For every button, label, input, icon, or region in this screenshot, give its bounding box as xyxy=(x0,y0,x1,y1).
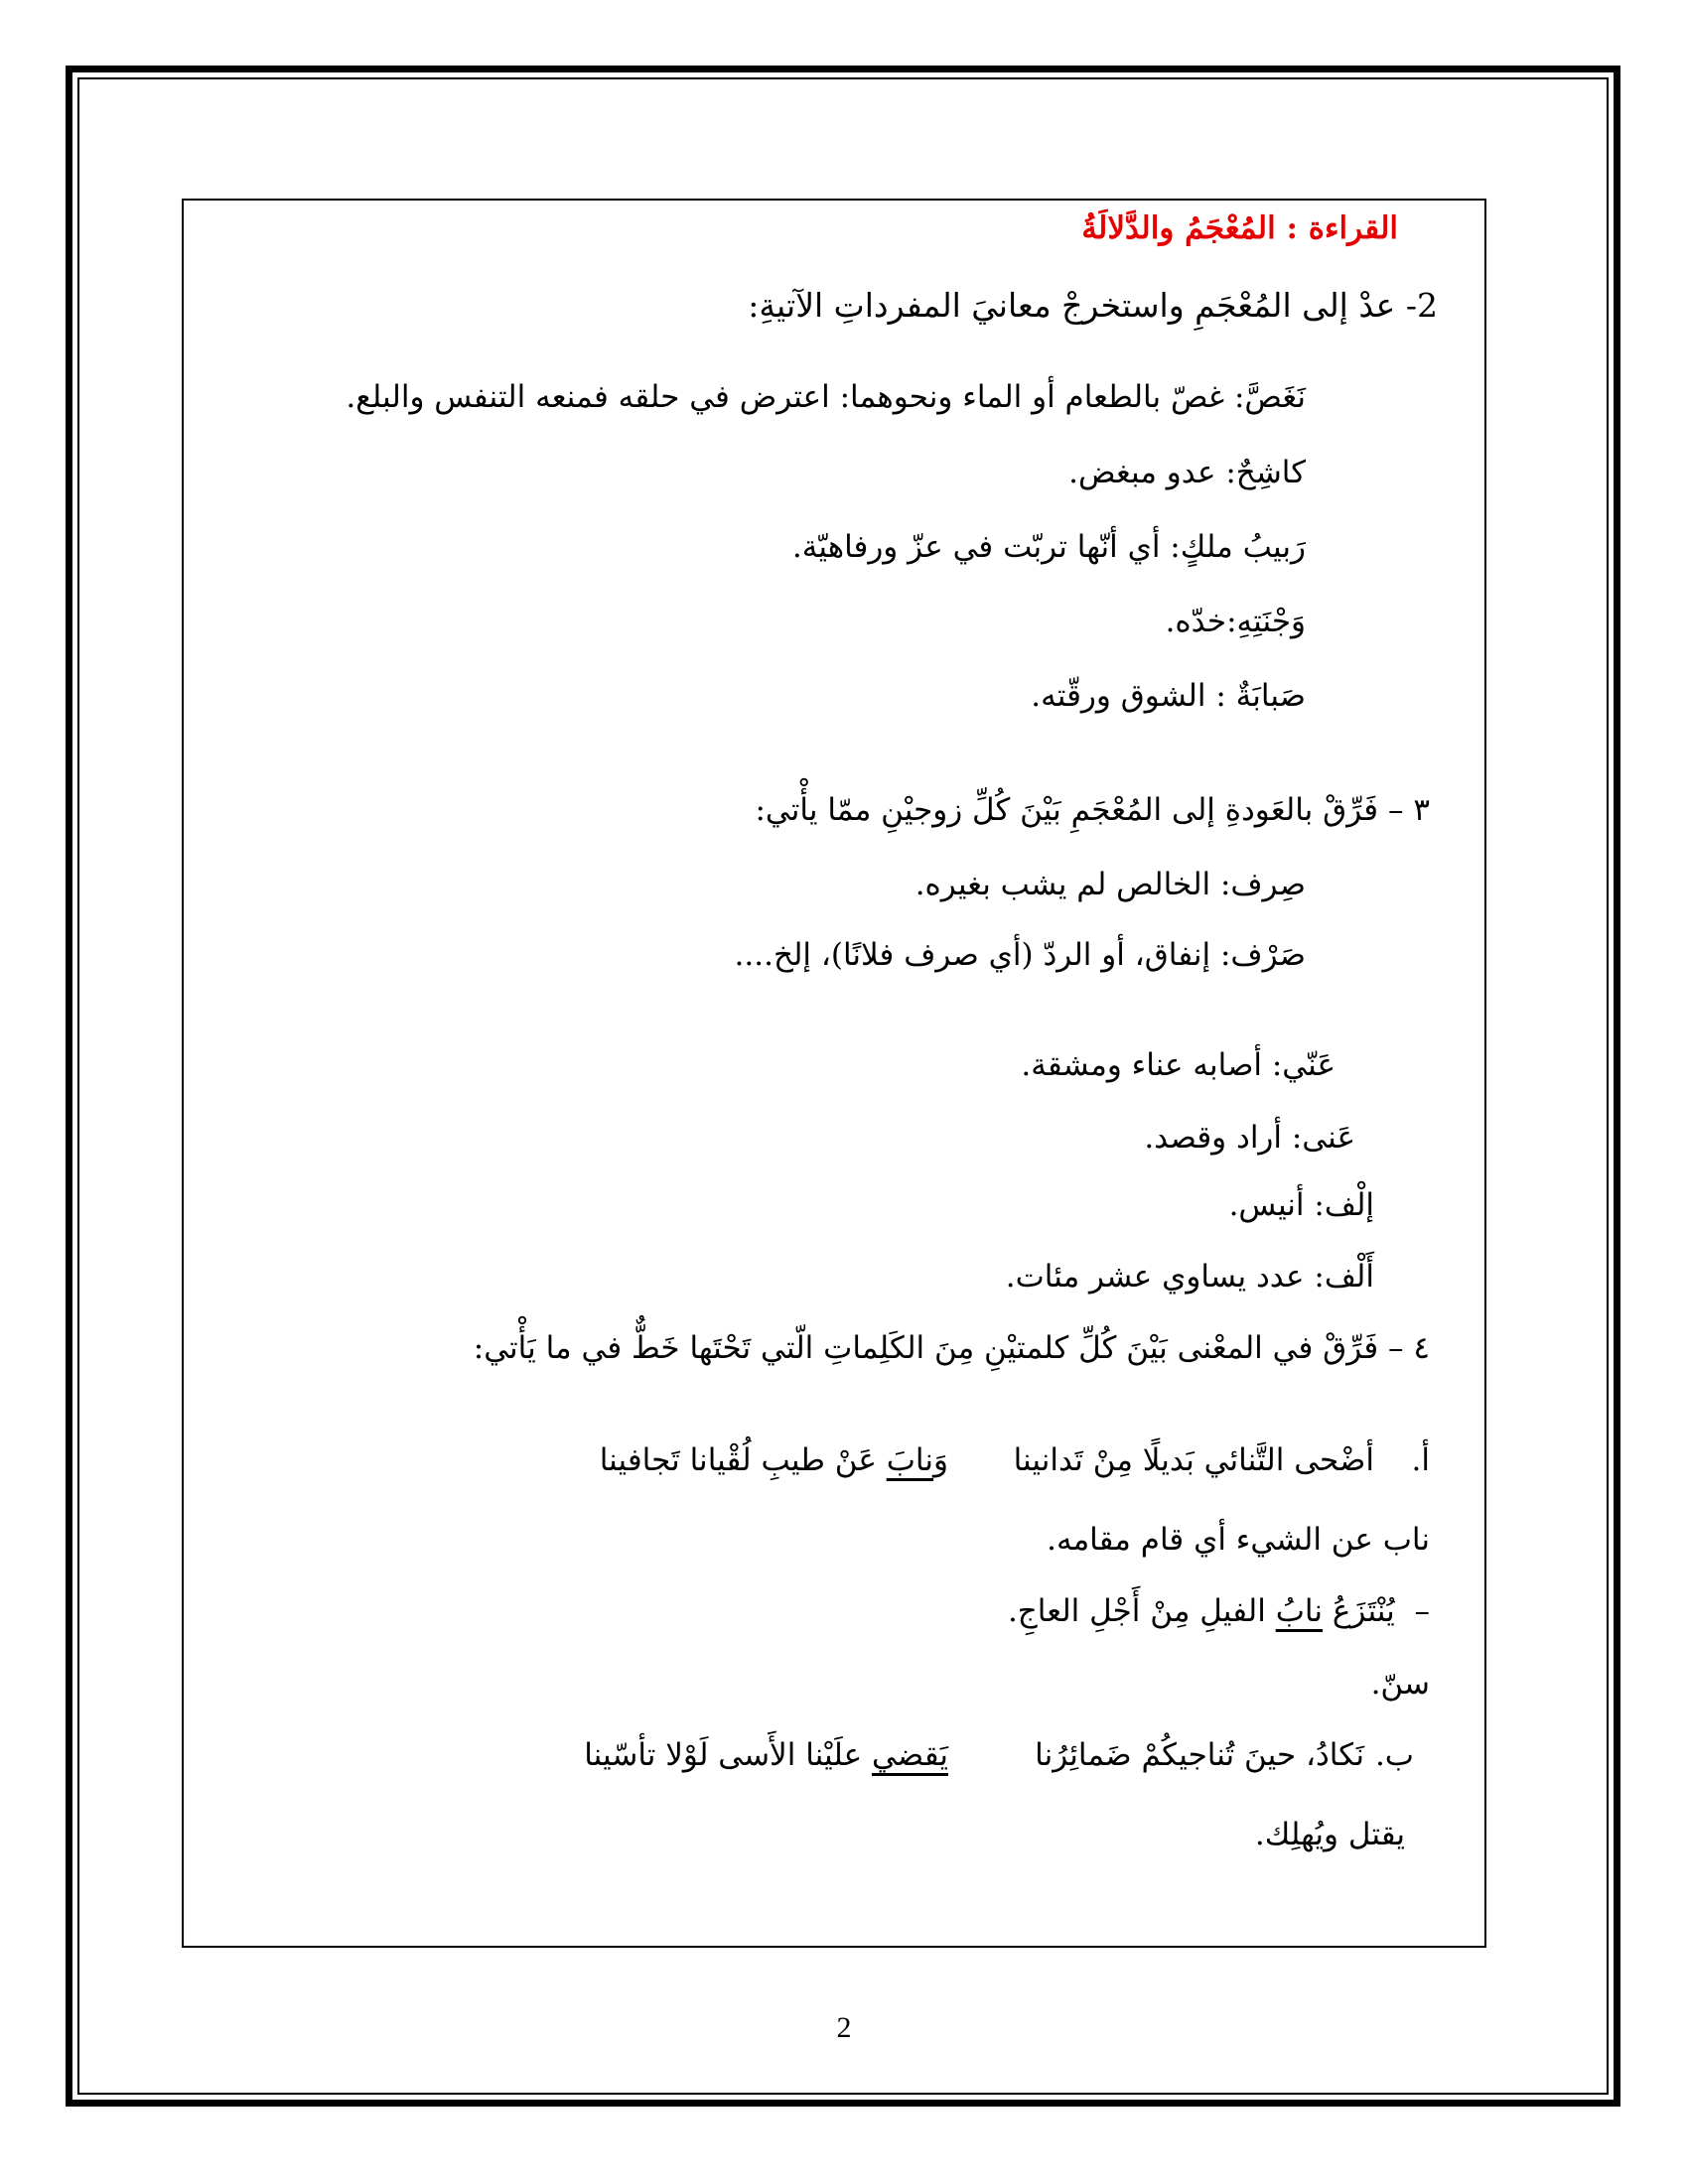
q4a-verse-first: أضْحى التَّنائي بَديلًا مِنْ تَدانينا xyxy=(1013,1442,1374,1478)
q2-item-5: صَبابَةٌ : الشوق ورقّته. xyxy=(1031,678,1306,714)
q4b-underlined-word: يَقضي xyxy=(871,1737,948,1773)
q2-item-2: كاشِحٌ: عدو مبغض. xyxy=(1068,455,1306,490)
q3-item-2: صَرْف: إنفاق، أو الردّ (أي صرف فلانًا)، إلخ.... xyxy=(734,937,1306,973)
q4a-verse-second-post: عَنْ طيبِ لُقْيانا تَجافينا xyxy=(599,1442,887,1478)
page-number: 2 xyxy=(836,2011,852,2044)
q4b-verse-second xyxy=(584,1737,948,1774)
q4b-meaning: يقتل ويُهلِك. xyxy=(1254,1817,1405,1852)
q2-item-3: رَبيبُ ملكٍ: أي أنّها تربّت في عزّ ورفاهيّة. xyxy=(791,529,1306,565)
q4b-verse-second-post: علَيْنا الأَسى لَوْلا تأسّينا xyxy=(584,1737,872,1773)
q4a-underlined-word: نابَ xyxy=(886,1442,934,1478)
question-4-title: ٤ – فَرِّقْ في المعْنى بَيْنَ كُلِّ كلمتيْنِ مِنَ الكَلِماتِ الّتي تَحْتَها خَطٌّ في ما يَأْتي: xyxy=(473,1330,1430,1366)
section-heading: القراءة : المُعْجَمُ والدَّلالَةُ xyxy=(1081,210,1398,246)
question-2-title: 2- عدْ إلى المُعْجَمِ واستخرجْ معانيَ المفرداتِ الآتيةِ: xyxy=(748,286,1438,325)
q2-item-1: نَغَصَّ: غصّ بالطعام أو الماء ونحوهما: اعترض في حلقه فمنعه التنفس والبلع. xyxy=(346,379,1306,415)
q3-item-5: إلْف: أنيس. xyxy=(1228,1187,1374,1223)
q4b-label: ب. xyxy=(1374,1737,1414,1773)
q2-item-4: وَجْنَتِهِ:خدّه. xyxy=(1165,604,1306,639)
q3-item-1: صِرف: الخالص لم يشب بغيره. xyxy=(914,867,1306,902)
q4a-verse-second-pre: وَ xyxy=(933,1442,948,1478)
q4a-verse-second xyxy=(600,1442,948,1479)
q4a-meaning-2: سنّ. xyxy=(1370,1666,1430,1702)
q4a-label: أ. xyxy=(1411,1442,1430,1478)
q3-item-4: عَنى: أراد وقصد. xyxy=(1144,1120,1355,1156)
q4a-example-post: الفيلِ مِنْ أَجْلِ العاجِ. xyxy=(1007,1593,1276,1629)
q4a-example-pre: يُنْتَزَعُ xyxy=(1322,1593,1395,1629)
question-3-title: ٣ – فَرِّقْ بالعَودةِ إلى المُعْجَمِ بَيْنَ كُلِّ زوجيْنِ ممّا يأْتي: xyxy=(755,792,1430,828)
q4a-meaning-1: ناب عن الشيء أي قام مقامه. xyxy=(1047,1522,1430,1558)
q3-item-3: عَنّي: أصابه عناء ومشقة. xyxy=(1021,1047,1336,1083)
q4a-example-underlined: نابُ xyxy=(1275,1593,1323,1629)
q4b-verse-first: نَكادُ، حينَ تُناجيكُمْ ضَمائِرُنا xyxy=(1035,1737,1364,1773)
q3-item-6: أَلْف: عدد يساوي عشر مئات. xyxy=(1005,1259,1374,1295)
q4a-example xyxy=(1008,1593,1430,1630)
q4a-example-dash: – xyxy=(1414,1593,1430,1629)
